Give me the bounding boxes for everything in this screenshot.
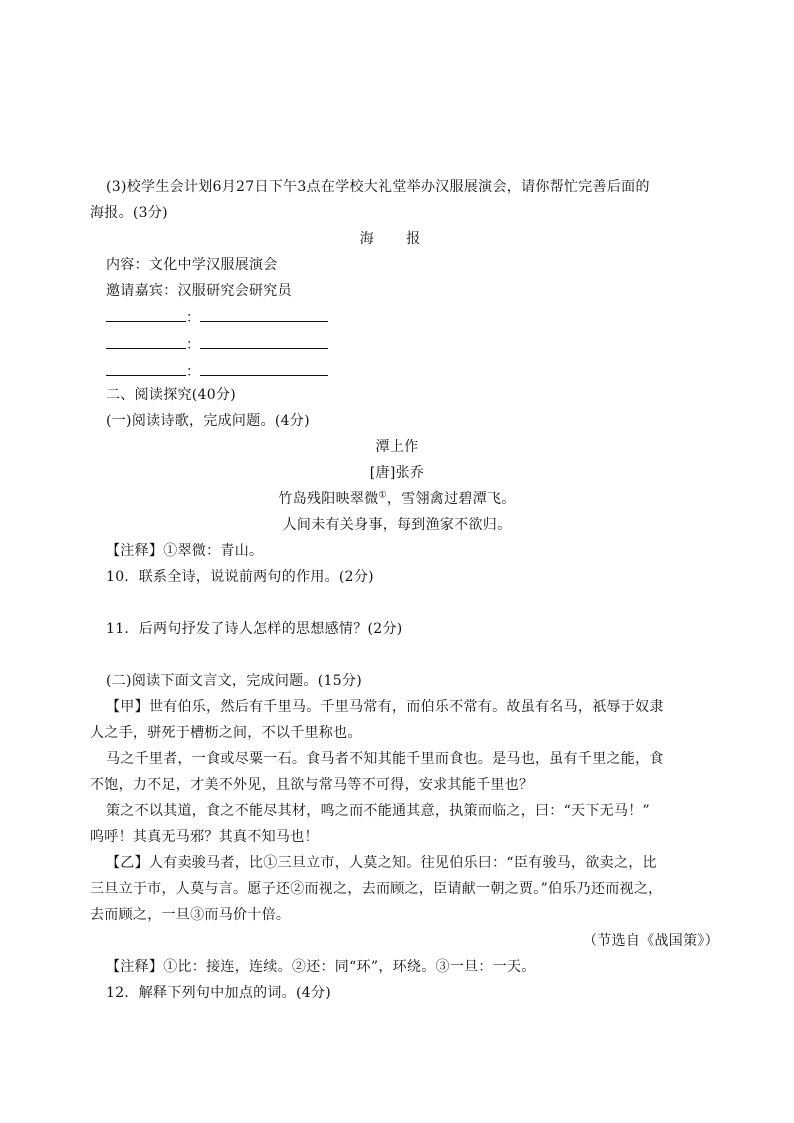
blank-label-field[interactable] <box>106 307 186 322</box>
colon: ： <box>186 337 201 353</box>
poem-note: 【注释】①翠微：青山。 <box>106 543 264 559</box>
question-11: 11．后两句抒发了诗人怎样的思想感情？(2分) <box>106 621 403 637</box>
poster-blank-row-3 <box>106 361 328 382</box>
poem-line-1-a: 竹岛残阳映翠微 <box>278 491 379 507</box>
passage-yi-line-3: 去而顾之，一旦③而马价十倍。 <box>90 907 291 923</box>
poem-line-2: 人间未有关身事，每到渔家不欲归。 <box>282 517 512 533</box>
blank-value-field[interactable] <box>200 361 328 376</box>
question-10: 10．联系全诗，说说前两句的作用。(2分) <box>106 569 374 585</box>
poster-blank-row-1 <box>106 307 328 328</box>
poster-content: 内容：文化中学汉服展演会 <box>106 257 278 273</box>
colon: ： <box>186 310 201 326</box>
question-12: 12．解释下列句中加点的词。(4分) <box>106 985 332 1001</box>
passage-jia-line-1: 【甲】世有伯乐，然后有千里马。千里马常有，而伯乐不常有。故虽有名马，祇辱于奴隶 <box>106 699 664 715</box>
poster-blank-row-2 <box>106 334 328 355</box>
part-1-heading: (一)阅读诗歌，完成问题。(4分) <box>106 413 310 429</box>
blank-label-field[interactable] <box>106 361 186 376</box>
part-2-heading: (二)阅读下面文言文，完成问题。(15分) <box>106 673 362 689</box>
note-marker: ① <box>378 490 387 501</box>
poem-line-1 <box>0 489 794 509</box>
q3-line-2: 海报。(3分) <box>90 205 168 221</box>
passage-jia-line-5: 策之不以其道，食之不能尽其材，鸣之而不能通其意，执策而临之，曰：“天下无马！” <box>106 803 651 819</box>
passage-note: 【注释】①比：接连，连续。②还：同“环”，环绕。③一旦：一天。 <box>106 959 536 975</box>
blank-value-field[interactable] <box>200 307 328 322</box>
passage-jia-line-4: 不饱，力不足，才美不外见，且欲与常马等不可得，安求其能千里也？ <box>90 777 534 793</box>
passage-jia-line-6: 呜呼！其真无马邪？其真不知马也！ <box>90 829 319 845</box>
section-2-heading: 二、阅读探究(40分) <box>106 387 237 403</box>
passage-jia-line-2: 人之手，骈死于槽枥之间，不以千里称也。 <box>90 725 362 741</box>
passage-jia-line-3: 马之千里者，一食或尽粟一石。食马者不知其能千里而食也。是马也，虽有千里之能，食 <box>106 751 664 767</box>
passage-yi-line-1: 【乙】人有卖骏马者，比①三旦立市，人莫之知。往见伯乐曰：“臣有骏马，欲卖之，比 <box>106 855 657 871</box>
blank-value-field[interactable] <box>200 334 328 349</box>
poem-author: [唐]张乔 <box>369 465 425 481</box>
blank-label-field[interactable] <box>106 334 186 349</box>
poster-title: 海 报 <box>359 231 435 247</box>
poster-guests: 邀请嘉宾：汉服研究会研究员 <box>106 283 292 299</box>
q3-line-1: (3)校学生会计划6月27日下午3点在学校大礼堂举办汉服展演会，请你帮忙完善后面的 <box>106 179 650 195</box>
poem-line-1-b: ，雪翎禽过碧潭飞。 <box>386 491 516 507</box>
passage-source: （节选自《战国策》） <box>583 933 719 949</box>
colon: ： <box>186 364 201 380</box>
passage-yi-line-2: 三旦立于市，人莫与言。愿子还②而视之，去而顾之，臣请献一朝之贾。”伯乐乃还而视之， <box>90 881 663 897</box>
poem-title: 潭上作 <box>375 439 419 455</box>
